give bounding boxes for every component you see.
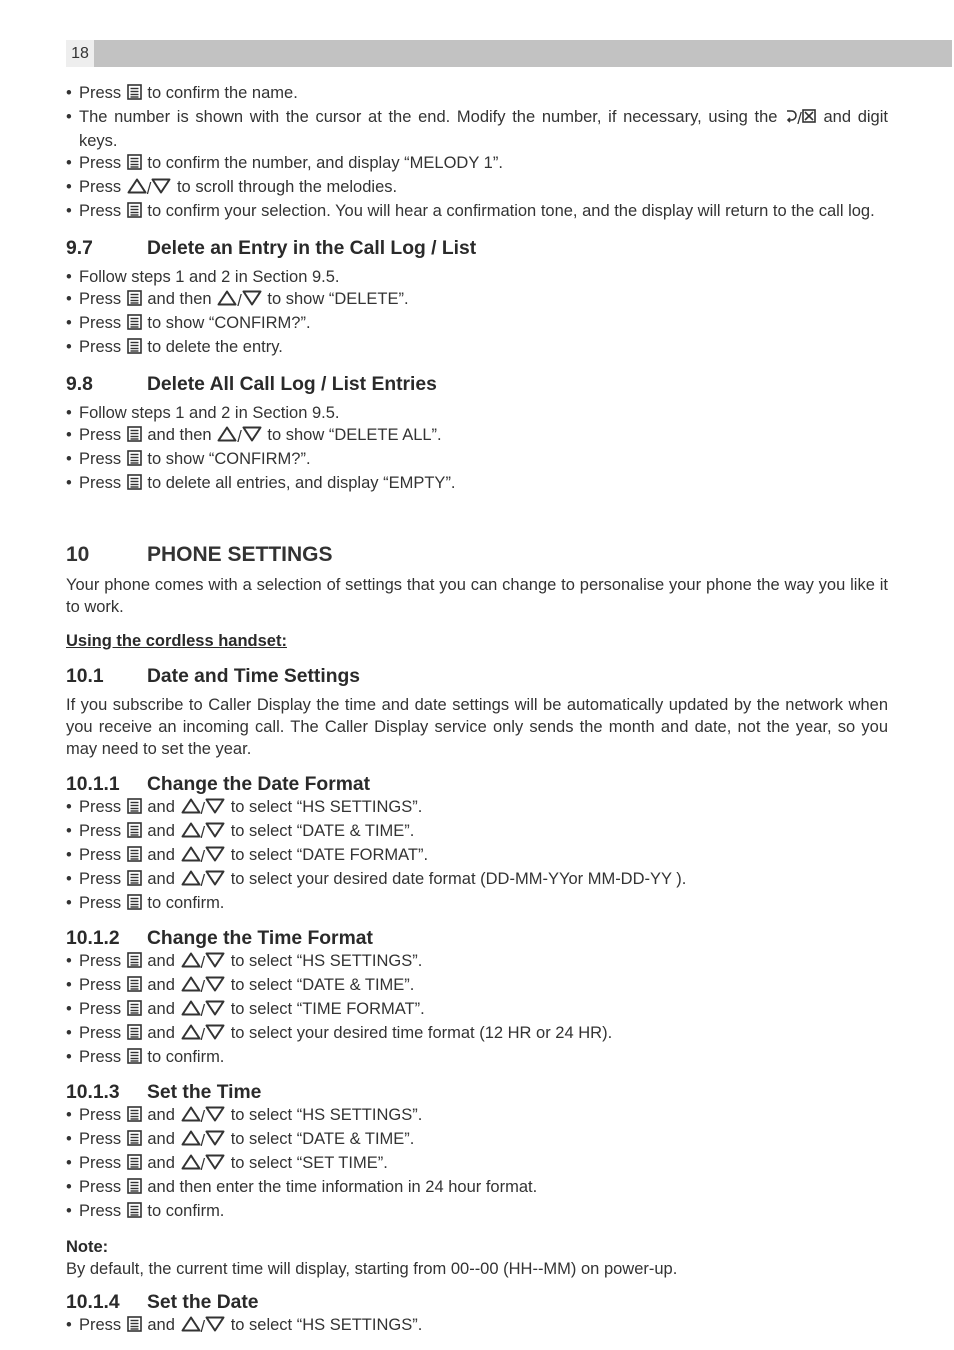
list-item: • Press and / to select “HS SETTINGS”. xyxy=(66,1314,888,1338)
section-number: 10.1 xyxy=(66,666,104,687)
list-item: • Press and / to select your desired time format (12 HR or 24 HR). xyxy=(66,1022,888,1046)
section-heading-9-8 xyxy=(66,374,888,396)
section-body: If you subscribe to Caller Display the time and date settings will be automatically updated by the network when you receive an incoming call. The Caller Display service only sends the month and date, not the year, so you may need to set the year. xyxy=(66,696,888,758)
list-item: • Press and / to select your desired date format (DD-MM-YYor MM-DD-YY ). xyxy=(66,868,888,892)
section-heading-10-1 xyxy=(66,666,888,688)
list-item: • Press to confirm the name. xyxy=(66,82,888,106)
section-title: Change the Time Format xyxy=(147,928,373,949)
section-number: 9.8 xyxy=(66,374,93,395)
list-item: • Press to confirm your selection. You will hear a confirmation tone, and the display will return to the call log. xyxy=(66,200,888,224)
section-title: Set the Time xyxy=(147,1082,262,1103)
up-down-arrows-icon: / xyxy=(181,824,226,842)
chapter-intro: Your phone comes with a selection of settings that you can change to personalise your phone the way you like it to work. xyxy=(66,576,888,616)
list-item: • Press / to scroll through the melodies. xyxy=(66,176,888,200)
up-arrow-icon xyxy=(181,1108,201,1126)
page-content xyxy=(66,82,888,1338)
up-down-arrows-icon: / xyxy=(181,1002,226,1020)
down-arrow-icon xyxy=(205,824,225,842)
subheading-cordless-handset: Using the cordless handset: xyxy=(66,632,287,650)
list-item: • Press to show “CONFIRM?”. xyxy=(66,312,888,336)
down-arrow-icon xyxy=(205,1132,225,1150)
list-item: • Press to confirm. xyxy=(66,1200,888,1224)
menu-key-icon xyxy=(127,86,142,104)
list-item: • The number is shown with the cursor at the end. Modify the number, if necessary, using the / and digit keys. xyxy=(66,106,888,152)
section-title: Change the Date Format xyxy=(147,774,371,795)
list-item: • Press and / to select “TIME FORMAT”. xyxy=(66,998,888,1022)
menu-key-icon xyxy=(127,800,142,818)
menu-key-icon xyxy=(127,476,142,494)
down-arrow-icon xyxy=(205,978,225,996)
menu-key-icon xyxy=(127,1180,142,1198)
menu-key-icon xyxy=(127,872,142,890)
up-down-arrows-icon: / xyxy=(181,800,226,818)
back-clear-icon: / xyxy=(785,110,816,128)
menu-key-icon xyxy=(127,978,142,996)
list-item: • Press and / to select “HS SETTINGS”. xyxy=(66,796,888,820)
up-arrow-icon xyxy=(181,1002,201,1020)
list-item: • Press to delete all entries, and display “EMPTY”. xyxy=(66,472,888,496)
up-arrow-icon xyxy=(181,1156,201,1174)
up-arrow-icon xyxy=(181,978,201,996)
up-arrow-icon xyxy=(181,800,201,818)
list-item: • Press and then / to show “DELETE”. xyxy=(66,288,888,312)
down-arrow-icon xyxy=(205,800,225,818)
down-arrow-icon xyxy=(205,848,225,866)
up-down-arrows-icon: / xyxy=(181,1026,226,1044)
up-arrow-icon xyxy=(181,1026,201,1044)
list-item: • Press and / to select “HS SETTINGS”. xyxy=(66,950,888,974)
menu-key-icon xyxy=(127,428,142,446)
up-down-arrows-icon: / xyxy=(181,954,226,972)
section-title: Date and Time Settings xyxy=(147,666,361,687)
list-item: • Press and / to select “HS SETTINGS”. xyxy=(66,1104,888,1128)
down-arrow-icon xyxy=(242,428,262,446)
menu-key-icon xyxy=(127,1204,142,1222)
list-item: • Press and then / to show “DELETE ALL”. xyxy=(66,424,888,448)
list-item: • Press to show “CONFIRM?”. xyxy=(66,448,888,472)
up-arrow-icon xyxy=(127,180,147,198)
list-item: • Press to delete the entry. xyxy=(66,336,888,360)
section-number: 9.7 xyxy=(66,238,93,259)
note-body: By default, the current time will display, starting from 00--00 (HH--MM) on power-up. xyxy=(66,1260,678,1278)
up-down-arrows-icon: / xyxy=(181,848,226,866)
section-title: Set the Date xyxy=(147,1292,259,1313)
chapter-number: 10 xyxy=(66,543,90,566)
up-down-arrows-icon: / xyxy=(181,1132,226,1150)
down-arrow-icon xyxy=(205,872,225,890)
menu-key-icon xyxy=(127,824,142,842)
menu-key-icon xyxy=(127,954,142,972)
up-arrow-icon xyxy=(181,872,201,890)
menu-key-icon xyxy=(127,1108,142,1126)
menu-key-icon xyxy=(127,1318,142,1336)
section-heading-9-7 xyxy=(66,238,888,260)
up-down-arrows-icon: / xyxy=(181,1318,226,1336)
up-down-arrows-icon: / xyxy=(127,180,172,198)
up-arrow-icon xyxy=(181,824,201,842)
menu-key-icon xyxy=(127,896,142,914)
list-item: • Press to confirm. xyxy=(66,1046,888,1070)
section-number: 10.1.2 xyxy=(66,928,120,949)
section-title: Delete All Call Log / List Entries xyxy=(147,374,437,395)
up-arrow-icon xyxy=(217,292,237,310)
menu-key-icon xyxy=(127,1050,142,1068)
section-title: Delete an Entry in the Call Log / List xyxy=(147,238,477,259)
up-down-arrows-icon: / xyxy=(181,1156,226,1174)
up-down-arrows-icon: / xyxy=(181,978,226,996)
down-arrow-icon xyxy=(205,1156,225,1174)
menu-key-icon xyxy=(127,848,142,866)
section-heading-10-1-4 xyxy=(66,1292,888,1314)
menu-key-icon xyxy=(127,1026,142,1044)
list-item: • Follow steps 1 and 2 in Section 9.5. xyxy=(66,402,888,424)
down-arrow-icon xyxy=(205,1318,225,1336)
list-item: • Press and / to select “DATE FORMAT”. xyxy=(66,844,888,868)
list-item: • Press and then enter the time information in 24 hour format. xyxy=(66,1176,888,1200)
chapter-heading-10 xyxy=(66,542,888,568)
menu-key-icon xyxy=(127,452,142,470)
menu-key-icon xyxy=(127,156,142,174)
menu-key-icon xyxy=(127,292,142,310)
down-arrow-icon xyxy=(205,954,225,972)
up-down-arrows-icon: / xyxy=(217,292,262,310)
menu-key-icon xyxy=(127,340,142,358)
up-arrow-icon xyxy=(181,1318,201,1336)
menu-key-icon xyxy=(127,1132,142,1150)
header-bar xyxy=(66,40,952,67)
section-heading-10-1-3 xyxy=(66,1082,888,1104)
list-item: • Press and / to select “DATE & TIME”. xyxy=(66,820,888,844)
menu-key-icon xyxy=(127,1002,142,1020)
up-arrow-icon xyxy=(217,428,237,446)
section-number: 10.1.3 xyxy=(66,1082,120,1103)
up-arrow-icon xyxy=(181,1132,201,1150)
list-item: • Follow steps 1 and 2 in Section 9.5. xyxy=(66,266,888,288)
down-arrow-icon xyxy=(242,292,262,310)
down-arrow-icon xyxy=(205,1002,225,1020)
chapter-title: PHONE SETTINGS xyxy=(147,543,333,566)
page-number: 18 xyxy=(66,40,94,67)
section-number: 10.1.4 xyxy=(66,1292,120,1313)
down-arrow-icon xyxy=(205,1026,225,1044)
up-arrow-icon xyxy=(181,954,201,972)
note-title: Note: xyxy=(66,1238,109,1256)
up-down-arrows-icon: / xyxy=(217,428,262,446)
list-item: • Press and / to select “DATE & TIME”. xyxy=(66,974,888,998)
menu-key-icon xyxy=(127,204,142,222)
list-item: • Press and / to select “SET TIME”. xyxy=(66,1152,888,1176)
up-down-arrows-icon: / xyxy=(181,1108,226,1126)
list-item: • Press to confirm the number, and display “MELODY 1”. xyxy=(66,152,888,176)
list-item: • Press to confirm. xyxy=(66,892,888,916)
down-arrow-icon xyxy=(151,180,171,198)
up-down-arrows-icon: / xyxy=(181,872,226,890)
menu-key-icon xyxy=(127,1156,142,1174)
list-item: • Press and / to select “DATE & TIME”. xyxy=(66,1128,888,1152)
section-heading-10-1-1 xyxy=(66,774,888,796)
up-arrow-icon xyxy=(181,848,201,866)
section-number: 10.1.1 xyxy=(66,774,120,795)
down-arrow-icon xyxy=(205,1108,225,1126)
section-heading-10-1-2 xyxy=(66,928,888,950)
menu-key-icon xyxy=(127,316,142,334)
